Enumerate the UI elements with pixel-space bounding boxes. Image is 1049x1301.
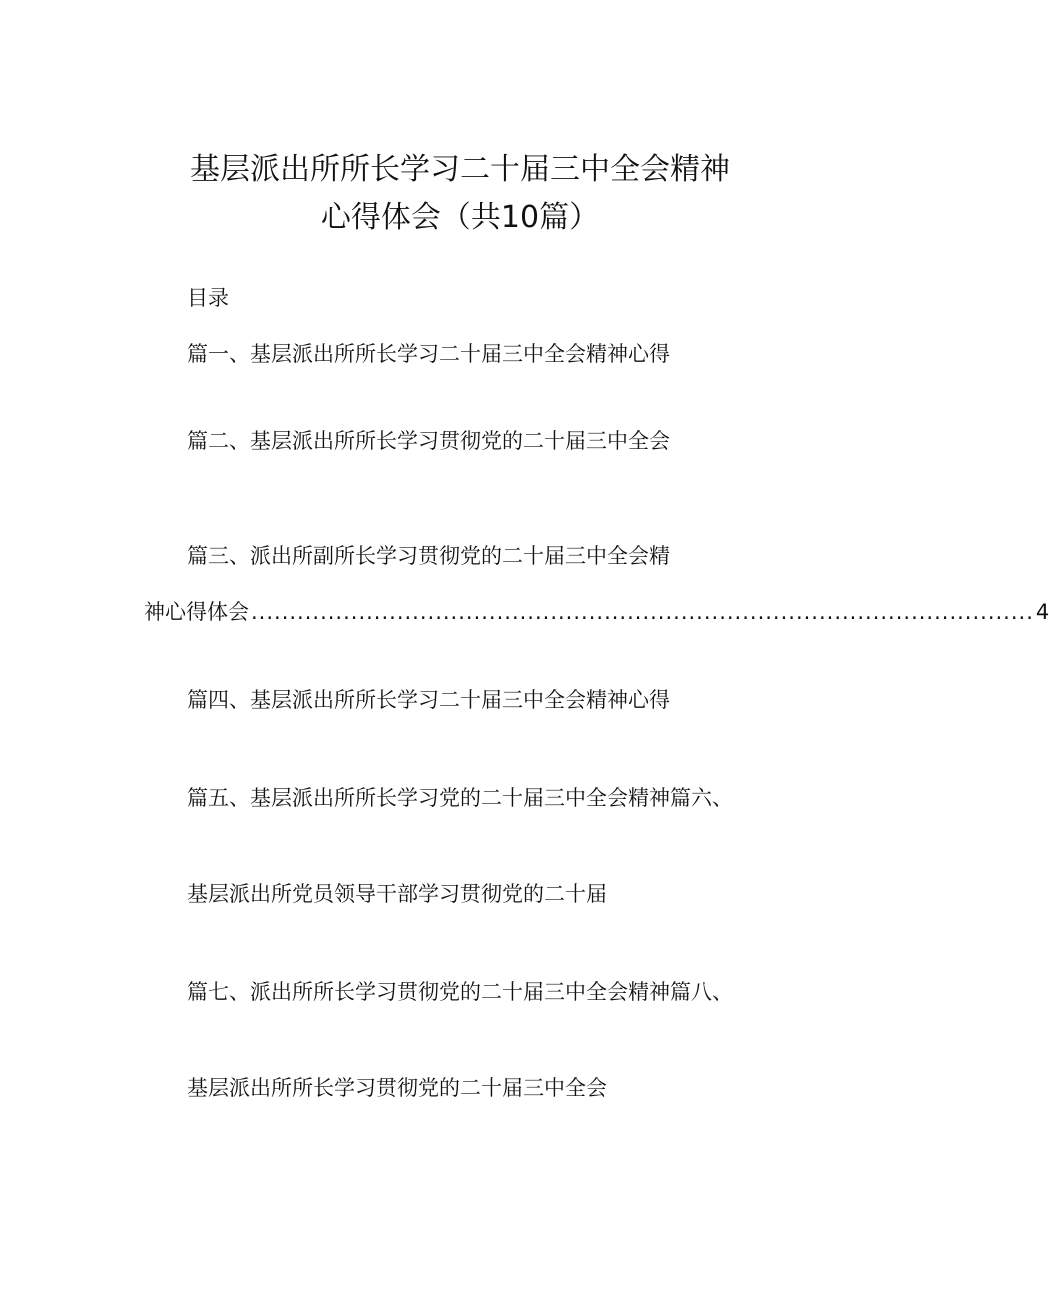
document-title-line-1: 基层派出所所长学习二十届三中全会精神 bbox=[190, 152, 730, 187]
toc-entry-with-page bbox=[144, 598, 1049, 626]
toc-entry: 篇五、基层派出所所长学习党的二十届三中全会精神篇六、 bbox=[187, 786, 733, 810]
toc-leader-dots: ...................................................................................................... bbox=[251, 600, 1034, 624]
toc-heading: 目录 bbox=[187, 286, 229, 310]
toc-entry: 篇四、基层派出所所长学习二十届三中全会精神心得 bbox=[187, 688, 670, 712]
toc-entry: 篇三、派出所副所长学习贯彻党的二十届三中全会精 bbox=[187, 544, 670, 568]
document-title-line-2: 心得体会（共10篇） bbox=[320, 200, 600, 235]
toc-entry: 篇二、基层派出所所长学习贯彻党的二十届三中全会 bbox=[187, 429, 670, 453]
toc-entry: 基层派出所所长学习贯彻党的二十届三中全会 bbox=[187, 1076, 607, 1100]
toc-entry: 篇七、派出所所长学习贯彻党的二十届三中全会精神篇八、 bbox=[187, 980, 733, 1004]
toc-entry: 基层派出所党员领导干部学习贯彻党的二十届 bbox=[187, 882, 607, 906]
toc-page-number: 4 bbox=[1035, 600, 1049, 624]
toc-entry: 篇一、基层派出所所长学习二十届三中全会精神心得 bbox=[187, 342, 670, 366]
toc-entry-text: 神心得体会 bbox=[144, 600, 249, 624]
